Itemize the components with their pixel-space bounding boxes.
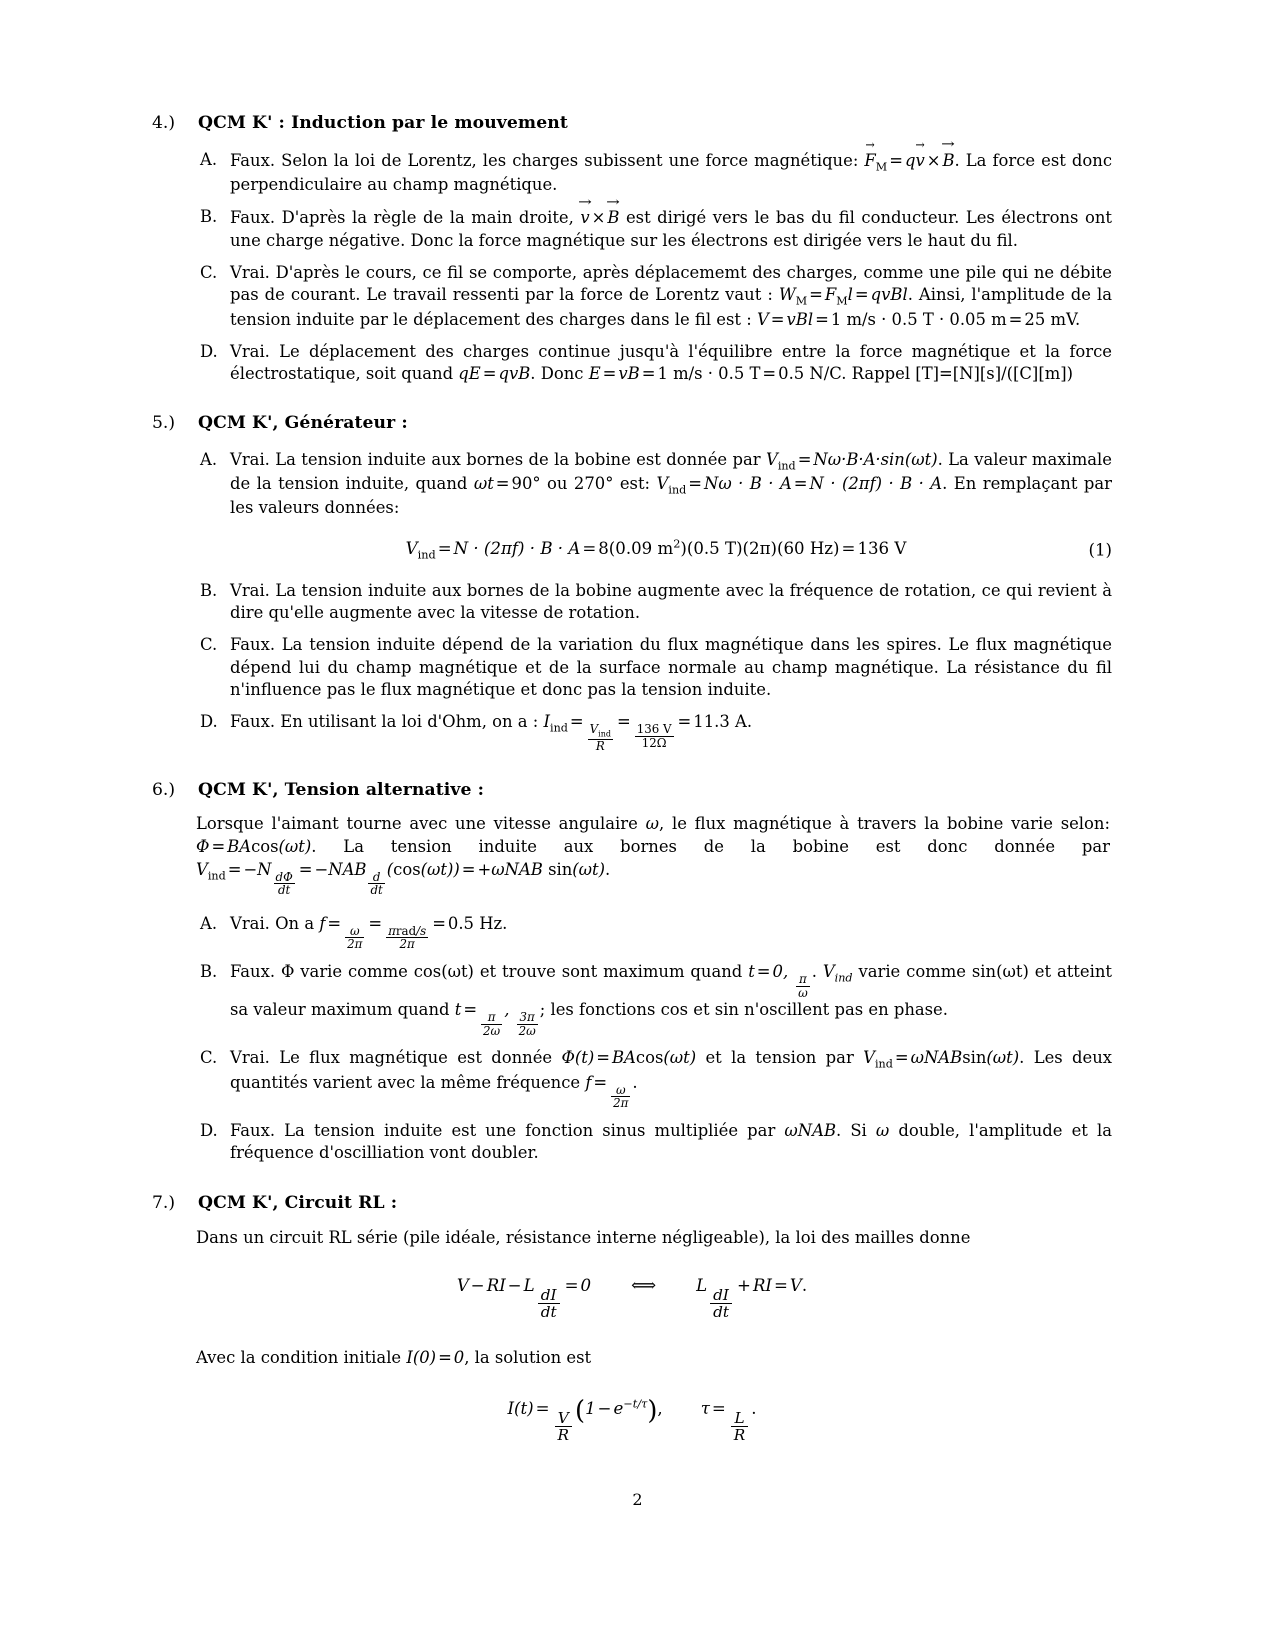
formula-initial-condition: I(0) = 0 (406, 1347, 465, 1367)
item-letter: B. (200, 580, 218, 600)
formula-t-max-cos: t = 0, $\frac{\pi}{\omega}$ (748, 961, 808, 1000)
item-verdict: Faux. (230, 635, 276, 655)
intro-text-1: Lorsque l'aimant tourne avec une vitesse angulaire (196, 814, 638, 834)
section-7-para-1: Dans un circuit RL série (pile idéale, résistance interne négligeable), la loi des mailles donne (196, 1228, 971, 1248)
item-verdict: Faux. (230, 1120, 276, 1140)
item-sentence-3: varie comme sin(ωt) et atteint sa valeur maximum quand (230, 961, 1112, 1020)
item-verdict: Vrai. (230, 342, 270, 362)
formula-frequency: f = $\frac{\omega}{2\pi}$ = $\frac{\text{πrad/s}}{2\pi}$ = 0.5 Hz (319, 913, 503, 952)
item-letter: A. (200, 149, 218, 169)
item-text (230, 206, 1112, 252)
equation-rl-loop (152, 1276, 1112, 1321)
section-7-title: QCM K', Circuit RL : (198, 1193, 398, 1214)
formula-vind-max: $V_{ind} = N\omega \cdot B \cdot A = N \cdot (2\pi f) \cdot B \cdot A$ (656, 473, 943, 497)
item-verdict: Faux. (230, 208, 276, 228)
item-sentence: La tension induite aux bornes de la bobine est donnée par (275, 449, 761, 469)
item-4-D (200, 341, 1112, 386)
item-5-D (200, 711, 1112, 753)
item-verdict: Vrai. (230, 1048, 270, 1068)
item-verdict: Vrai. (230, 913, 270, 933)
symbol-omega-2: ω (875, 1120, 890, 1140)
section-7-para-2 (196, 1347, 1110, 1370)
item-5-B (200, 580, 1112, 625)
item-sentence-4: ; les fonctions cos et sin n'oscillent pas en phase. (539, 1000, 948, 1020)
item-sentence-2: . Si (836, 1120, 867, 1140)
page-content (152, 112, 1112, 1462)
formula-flux-of-t: Φ(t) = BAcos(ωt) (561, 1048, 697, 1068)
item-letter: D. (200, 342, 218, 362)
item-text (230, 149, 1112, 197)
item-verdict: Vrai. (230, 263, 270, 283)
equation-1-number: (1) (1088, 540, 1112, 560)
item-verdict: Faux. (230, 961, 276, 981)
equation-rl-solution-body: I(t) = $\frac{V}{R}$ $(1 - e^{-t/\tau})$, τ = $\frac{L}{R}$ . (507, 1396, 757, 1445)
equation-rl-solution (152, 1397, 1112, 1443)
item-letter: C. (200, 635, 218, 655)
item-text (230, 961, 1112, 1037)
formula-omega-nab: ωNAB (784, 1120, 836, 1140)
item-4-C (200, 262, 1112, 331)
intro-text-3: . La tension induite aux bornes de la bobine est donc donnée par (311, 836, 1110, 856)
section-6-items (200, 913, 1112, 1165)
item-5-A (200, 449, 1112, 520)
item-sentence-2: . (502, 913, 508, 933)
section-6-title: QCM K', Tension alternative : (198, 779, 485, 800)
item-sentence: Selon la loi de Lorentz, les charges subissent une force magnétique: (281, 150, 859, 170)
item-6-D (200, 1120, 1112, 1165)
para-2-text-1: Avec la condition initiale (196, 1347, 402, 1367)
section-4-number: 4.) (152, 113, 176, 133)
equation-rl-loop-body: V − RI − L $\frac{dI}{dt}$ = 0 ⟺ L $\frac{dI}{dt}$ + RI = V. (456, 1275, 808, 1322)
formula-vind-italic: $V_{ind}$ (822, 961, 853, 985)
item-sentence: La tension induite aux bornes de la bobine augmente avec la fréquence de rotation, ce qui revient à dire qu'elle augmente avec la vitesse de rotation. (230, 580, 1112, 622)
item-sentence-3: . Les deux quantités varient avec la même fréquence (230, 1048, 1113, 1092)
item-letter: B. (200, 961, 218, 981)
intro-text-4: . (605, 859, 611, 879)
item-verdict: Faux. (230, 712, 276, 732)
item-text (230, 1047, 1112, 1110)
formula-equilibrium: qE = qvB (458, 364, 531, 384)
item-sentence-2: et la tension par (705, 1048, 854, 1068)
item-sentence: En utilisant la loi d'Ohm, on a : (280, 712, 539, 732)
symbol-omega: ω (645, 814, 659, 834)
item-verdict: Vrai. (230, 580, 270, 600)
item-sentence: Le flux magnétique est donnée (279, 1048, 553, 1068)
section-5-heading (152, 412, 1112, 435)
section-5-number: 5.) (152, 412, 176, 433)
item-sentence-3: . Rappel [T]=[N][s]/([C][m]) (841, 364, 1074, 384)
item-sentence: Φ varie comme cos(ωt) et trouve sont maximum quand (280, 961, 743, 981)
item-6-B (200, 961, 1112, 1037)
item-sentence-2: . La force est donc perpendiculaire au champ magnétique. (230, 150, 1112, 195)
item-sentence-2: . (746, 712, 753, 732)
formula-vind-derivative: $V_{ind} = -N$ $\frac{d\Phi}{dt}$ = −NAB $\frac{d}{dt}$ (cos(ωt)) = +ωNAB sin(ωt) (196, 859, 606, 898)
item-text (230, 262, 1112, 331)
item-sentence-4: . (632, 1072, 638, 1092)
item-letter: A. (200, 913, 218, 933)
item-letter: B. (200, 207, 218, 227)
item-letter: C. (200, 263, 218, 283)
item-verdict: Faux. (230, 150, 276, 170)
item-sentence-2: . Donc (530, 364, 584, 384)
intro-text-2: , le flux magnétique à travers la bobine varie selon: (658, 814, 1110, 834)
item-sentence-2: . Ainsi, l'amplitude de la tension induite par le déplacement des charges dans le fil est : (230, 285, 1112, 329)
item-sentence: D'après la règle de la main droite, (281, 208, 574, 228)
item-letter: D. (200, 712, 218, 732)
section-4-heading (152, 112, 1112, 135)
item-text (230, 341, 1112, 386)
item-sentence-2: . (811, 961, 817, 981)
formula-t-max-sin: t = $\frac{\pi}{2\omega}$ , $\frac{3\pi}{2\omega}$ (454, 1000, 536, 1038)
section-7-heading (152, 1192, 1112, 1215)
formula-work-lorentz: $W_M = F_Ml$ = qvBl (778, 285, 908, 308)
item-5-C (200, 634, 1112, 701)
item-letter: D. (200, 1120, 218, 1140)
item-sentence-2: est dirigé vers le bas du fil conducteur. Les électrons ont une charge négative. Donc la force magnétique sur les électrons est dirigée vers le haut du fil. (230, 208, 1112, 250)
item-6-A (200, 913, 1112, 951)
item-4-A (200, 149, 1112, 197)
item-sentence: On a (275, 913, 315, 933)
item-sentence: D'après le cours, ce fil se comporte, après déplacememt des charges, comme une pile qui ne débite pas de courant. Le travail ressenti par la force de Lorentz vaut : (230, 263, 1113, 305)
section-5-items (200, 449, 1112, 753)
item-text (230, 449, 1112, 520)
section-7-number: 7.) (152, 1193, 176, 1214)
formula-ohm-law: $I_{ind}$ = $\frac{V_{ind}}{R}$ = $\frac{136 V}{12\Omega}$ = 11.3 A (543, 712, 747, 754)
equation-1-body: $V_{ind} = N \cdot (2\pi f) \cdot B \cdot A = 8(0.09$ $m^2)(0.5$ T)(2π)(60 Hz) = 136 V (405, 537, 907, 562)
section-6-number: 6.) (152, 779, 176, 800)
section-5-title: QCM K', Générateur : (198, 412, 408, 433)
section-6-heading (152, 779, 1112, 802)
formula-v-cross-b: v → × B → (580, 208, 619, 227)
item-sentence-2: . La valeur maximale de la tension induite, quand (230, 449, 1112, 493)
item-text (230, 1120, 1112, 1165)
item-letter: A. (200, 449, 218, 469)
item-text (230, 580, 1112, 625)
section-4-items (200, 149, 1112, 386)
item-text (230, 711, 1112, 753)
formula-same-frequency: f = $\frac{\omega}{2\pi}$ (585, 1072, 629, 1111)
item-letter: C. (200, 1048, 218, 1068)
item-sentence: La tension induite est une fonction sinus multipliée par (284, 1120, 776, 1140)
formula-induced-voltage: V = vBl = 1 m/s · 0.5 T · 0.05 m = 25 mV (756, 309, 1075, 329)
item-sentence-4: . En remplaçant par les valeurs données: (230, 473, 1112, 518)
formula-lorentz-force: $F \to_M$ = qv → × B → (864, 151, 954, 170)
section-4-title: QCM K' : Induction par le mouvement (198, 113, 568, 133)
formula-flux: Φ = BAcos(ωt) (196, 836, 312, 856)
formula-vind-sin-2: $V_{ind} = \omega NABsin(\omega t)$ (863, 1048, 1020, 1071)
item-6-C (200, 1047, 1112, 1110)
item-text (230, 913, 1112, 951)
item-sentence: La tension induite dépend de la variation du flux magnétique dans les spires. Le flux magnétique dépend lui du champ magnétique et de la surface normale au champ magnétique. La résistance du fil n'influence pas le flux magnétique et donc pas la tension induite. (230, 635, 1112, 699)
item-4-B (200, 206, 1112, 252)
item-text (230, 634, 1112, 701)
formula-omega-t: ωt = 90° ou 270° (473, 473, 614, 493)
section-6-intro (196, 813, 1110, 896)
item-sentence-3: . (1074, 309, 1081, 329)
formula-vind-sin: $V_{ind} = N\omega\cdot B\cdot A\cdot\sin(\omega t)$ (765, 449, 938, 472)
para-2-text-2: , la solution est (464, 1347, 592, 1367)
item-sentence-3: est: (619, 473, 651, 493)
formula-efield: E = vB = 1 m/s · 0.5 T = 0.5 N/C (588, 364, 842, 384)
item-sentence: Le déplacement des charges continue jusqu'à l'équilibre entre la force magnétique et la force électrostatique, soit quand (230, 342, 1112, 384)
equation-1-block (200, 538, 1112, 562)
item-sentence-3: double, l'amplitude et la fréquence d'oscilliation vont doubler. (230, 1120, 1112, 1163)
page-number: 2 (632, 1490, 643, 1509)
item-verdict: Vrai. (230, 449, 270, 469)
